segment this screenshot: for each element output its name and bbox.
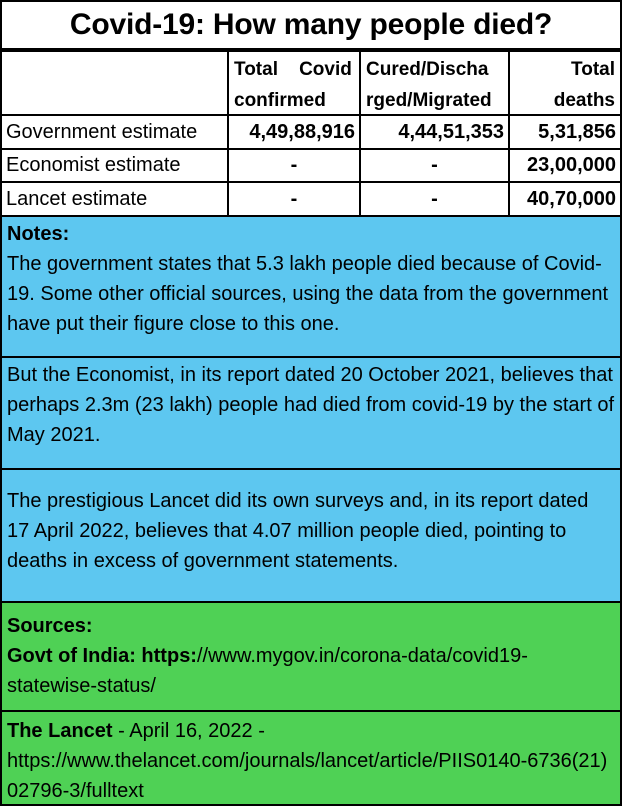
page-title: Covid-19: How many people died? [0,0,622,50]
government-confirmed: 4,49,88,916 [227,114,361,150]
header-total-deaths [508,50,622,116]
sources-lancet-url[interactable]: https://www.thelancet.com/journals/lancet/article/PIIS0140-6736(21)02796-3/fulltext [7,750,608,802]
sources-lancet-block [0,710,622,806]
header-total-confirmed [227,50,361,116]
government-cured: 4,44,51,353 [359,114,510,150]
header-cured-line1: Cured/Discha [366,59,489,80]
government-deaths: 5,31,856 [508,114,622,150]
sources-govt-block [0,601,622,712]
economist-confirmed: - [227,148,361,183]
header-total-deaths-line1: Total [571,59,615,80]
notes-heading: Notes: [7,223,70,245]
economist-cured: - [359,148,510,183]
header-total-deaths-line2: deaths [553,90,615,111]
notes-government-text: The government states that 5.3 lakh people died because of Covid-19. Some other official sources, using the data from the government have put their figure close to this one. [7,253,609,335]
sources-lancet-line [7,716,616,746]
sources-govt-line [7,641,616,701]
header-total-confirmed-line1: Total Covid [234,59,352,80]
sources-lancet-date: - April 16, 2022 - [112,720,265,742]
row-label-lancet: Lancet estimate [0,181,229,217]
header-total-confirmed-line2: confirmed [234,90,326,111]
header-blank-cell [0,50,229,116]
lancet-cured: - [359,181,510,217]
notes-lancet-text: The prestigious Lancet did its own surveys and, in its report dated 17 April 2022, believes that 4.07 million people died, pointing to deaths in excess of government statements. [7,490,589,572]
lancet-confirmed: - [227,181,361,217]
economist-deaths: 23,00,000 [508,148,622,183]
notes-government-block [0,215,622,358]
notes-lancet-block [0,468,622,603]
sources-heading: Sources: [7,615,93,637]
header-cured [359,50,510,116]
row-label-government: Government estimate [0,114,229,150]
notes-economist-text: But the Economist, in its report dated 20 October 2021, believes that perhaps 2.3m (23 lakh) people had died from covid-19 by the start of May 2021. [7,364,615,446]
sources-govt-label: Govt of India: https: [7,645,197,667]
notes-economist-block [0,356,622,470]
sources-govt-url[interactable]: //www.mygov.in/corona-data/covid19-statewise-status/ [7,645,528,697]
lancet-deaths: 40,70,000 [508,181,622,217]
header-cured-line2: rged/Migrated [366,90,492,111]
sources-lancet-label: The Lancet [7,720,113,742]
row-label-economist: Economist estimate [0,148,229,183]
